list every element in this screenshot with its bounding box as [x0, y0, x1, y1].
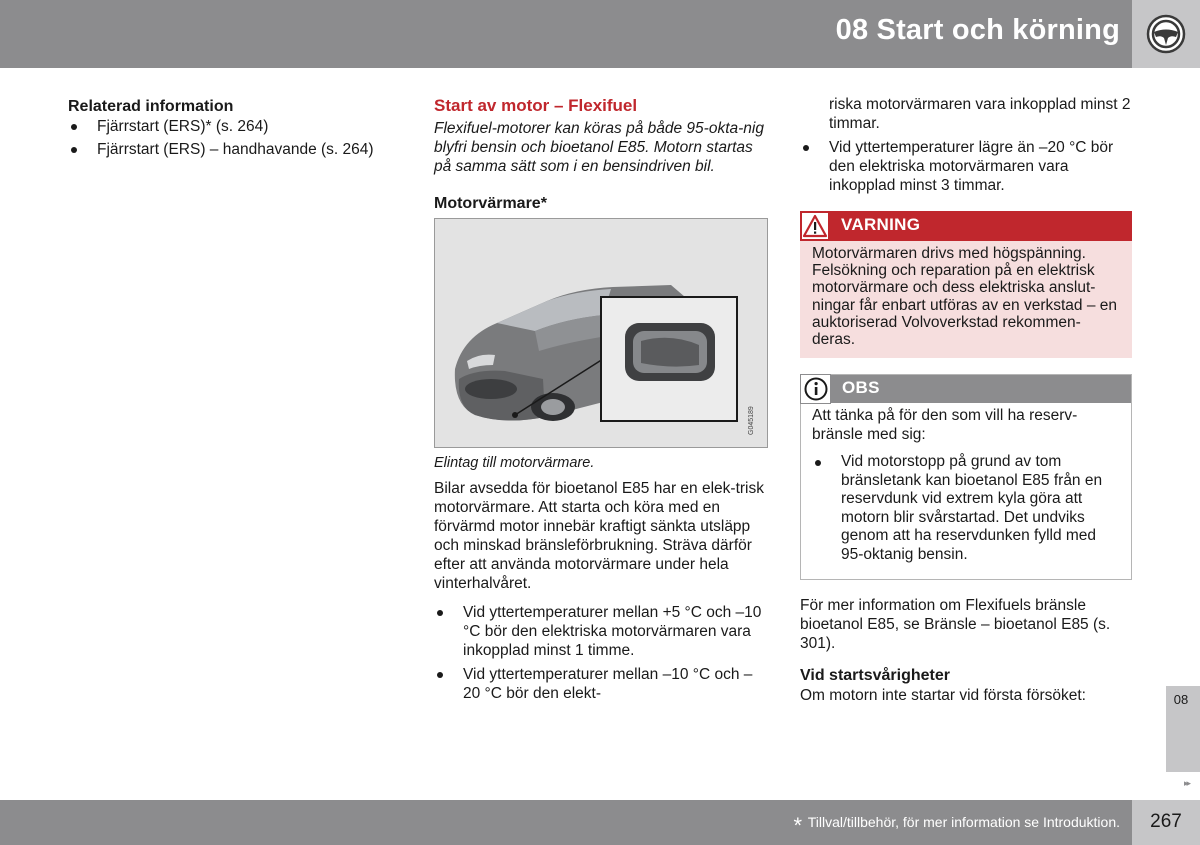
- obs-list: [812, 453, 1120, 564]
- warning-title: VARNING: [841, 215, 921, 234]
- obs-header: [801, 375, 1131, 403]
- footnote-star: *: [793, 813, 803, 838]
- continued-text: riska motorvärmaren vara inkopplad minst 2 timmar.: [829, 96, 1131, 132]
- temperature-list: [434, 603, 768, 703]
- column-right: [800, 95, 1132, 705]
- side-tab-label: 08: [1173, 692, 1189, 707]
- obs-title: OBS: [842, 378, 880, 398]
- related-links-list: [68, 117, 408, 159]
- obs-box: [800, 374, 1132, 580]
- warning-header: [800, 211, 1132, 241]
- temperature-list-cont: [800, 138, 1132, 195]
- chapter-title: 08 Start och körning: [835, 14, 1120, 46]
- start-problems-text: Om motorn inte startar vid första försöket:: [800, 687, 1086, 705]
- related-link-remote-start[interactable]: Fjärrstart (ERS)* (s. 264): [68, 117, 408, 136]
- column-left: [68, 97, 408, 163]
- footer-note: [794, 813, 1120, 839]
- page-footer: [0, 800, 1132, 845]
- temperature-item: Vid yttertemperaturer lägre än –20 °C bör den elektriska motorvärmaren vara inkopplad minst 3 timmar.: [800, 138, 1132, 195]
- column-middle: [434, 95, 768, 708]
- footnote-text: Tillval/tillbehör, för mer information se Introduktion.: [807, 814, 1120, 830]
- obs-text: Att tänka på för den som vill ha reserv-bränsle med sig:: [812, 407, 1078, 443]
- info-icon: [802, 375, 830, 403]
- engine-heater-heading: Motorvärmare*: [434, 195, 547, 212]
- engine-heater-figure: [434, 218, 768, 448]
- car-illustration: [435, 219, 768, 448]
- warning-box: [800, 211, 1132, 358]
- chapter-side-tab[interactable]: [1166, 686, 1200, 772]
- section-heading-flexifuel: Start av motor – Flexifuel: [434, 96, 638, 115]
- next-page-arrows-icon: ▸▸: [1184, 778, 1190, 788]
- related-link-remote-start-handling[interactable]: Fjärrstart (ERS) – handhavande (s. 264): [68, 140, 408, 159]
- steering-wheel-icon: [1146, 14, 1186, 54]
- obs-item: Vid motorstopp på grund av tom bränsletank kan bioetanol E85 från en reservdunk vid extrem kyla göra att motorn blir svårstartad. Det undviks genom att ha reservdunken fylld med 95-oktanig bensin.: [812, 453, 1120, 564]
- related-info-heading: Relaterad information: [68, 98, 234, 115]
- engine-heater-paragraph: Bilar avsedda för bioetanol E85 har en elek-trisk motorvärmare. Att starta och köra med en förvärmd motor innebär kraftigt sänkta utsläpp och minskad bränsleförbrukning. Sträva därför efter att använda motorvärmare under hela vinterhalvåret.: [434, 480, 764, 592]
- page-number-box: [1132, 800, 1200, 845]
- section-intro: Flexifuel-motorer kan köras på både 95-okta-nig blyfri bensin och bioetanol E85. Motorn startas på samma sätt som i en bensindriven bil.: [434, 120, 764, 175]
- figure-code: G045189: [748, 406, 755, 435]
- page-number: 267: [1150, 811, 1182, 832]
- warning-triangle-icon: [802, 213, 828, 239]
- temperature-item: Vid yttertemperaturer mellan +5 °C och –10 °C bör den elektriska motorvärmaren vara inkopplad minst 1 timme.: [434, 603, 768, 660]
- fuel-info-paragraph: För mer information om Flexifuels bränsle bioetanol E85, se Bränsle – bioetanol E85 (s. 301).: [800, 597, 1111, 653]
- figure-caption: Elintag till motorvärmare.: [434, 455, 595, 471]
- chapter-icon-box: [1132, 0, 1200, 68]
- warning-text: Motorvärmaren drivs med högspänning. Felsökning och reparation på en elektrisk motorvärmare och dess elektriska anslut-ningar får enbart utföras av en verkstad – en auktoriserad Volvoverkstad rekommen-deras.: [812, 245, 1118, 349]
- page-header: [0, 0, 1132, 68]
- temperature-item: Vid yttertemperaturer mellan –10 °C och –20 °C bör den elekt-: [434, 665, 768, 703]
- start-problems-heading: Vid startsvårigheter: [800, 667, 950, 685]
